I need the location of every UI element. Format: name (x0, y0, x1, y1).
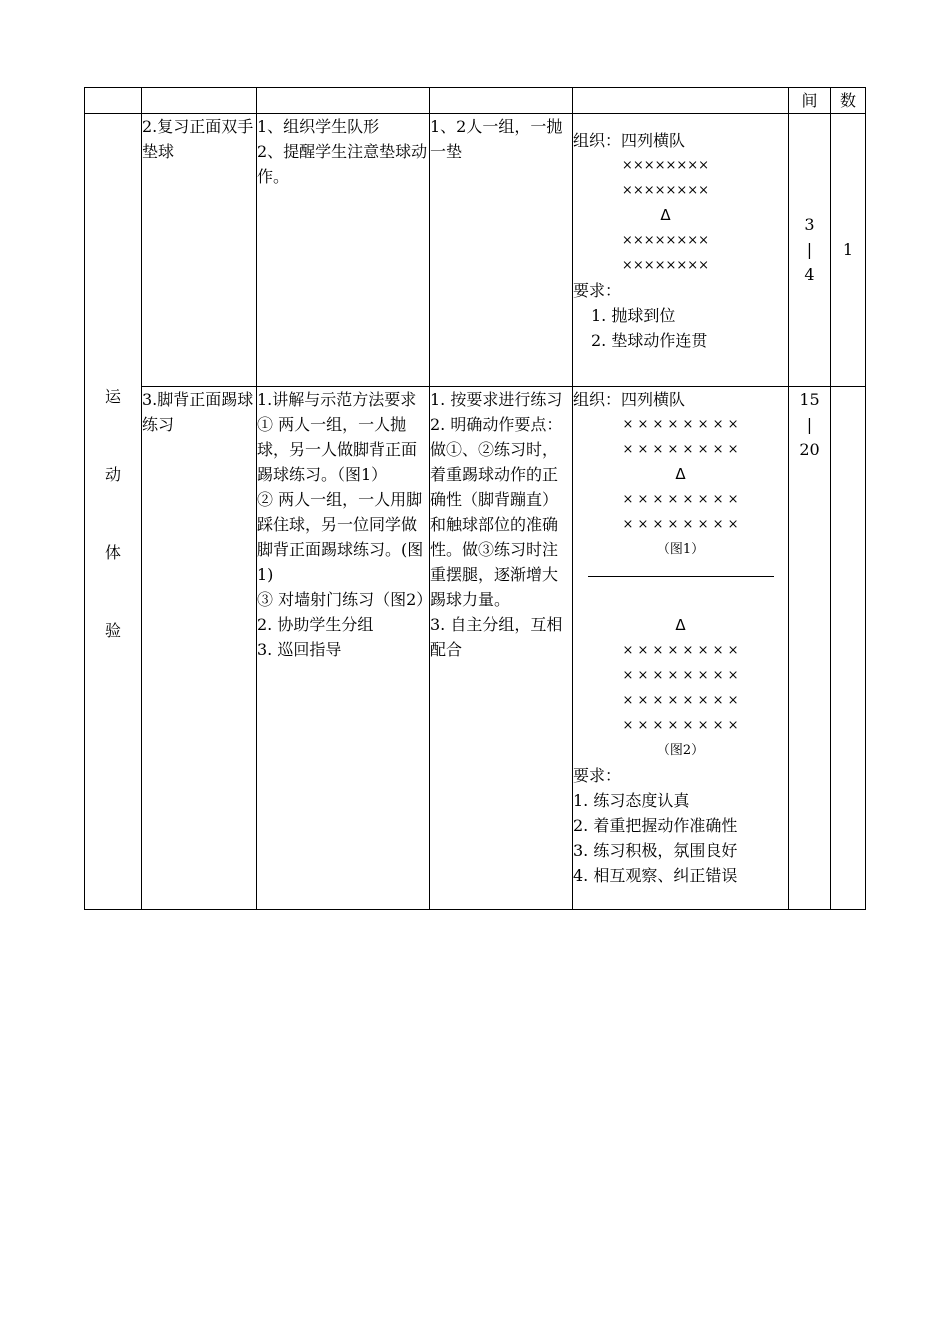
teacher-step: ① 两人一组，一人抛球，另一人做脚背正面踢球练习。（图1） (257, 415, 418, 484)
requirement-item: 2. 垫球动作连贯 (591, 331, 708, 350)
header-cell-empty (257, 88, 430, 114)
requirements-label: 要求： (573, 766, 622, 785)
teacher-step: 1.讲解与示范方法要求 (257, 390, 417, 409)
student-step: 3. 自主分组，互相配合 (430, 615, 563, 659)
formation-row: × × × × × × × × (622, 417, 739, 432)
content-text: 3.脚背正面踢球练习 (142, 390, 254, 434)
section-label-char: 运 (104, 387, 121, 406)
formation-row: ×××××××× (621, 183, 710, 198)
student-step: 1. 按要求进行练习 (430, 390, 563, 409)
header-cell-empty (85, 88, 142, 114)
student-step: 2. 明确动作要点：做①、②练习时，着重踢球动作的正确性（脚背蹦直）和触球部位的准确性。做③练习时注重摆腿，逐渐增大踢球力量。 (430, 415, 563, 609)
count-cell (831, 387, 866, 910)
formation-row: × × × × × × × × (622, 643, 739, 658)
requirement-item: 1. 练习态度认真 (573, 791, 690, 810)
time-separator: | (806, 240, 813, 259)
student-activity-cell (430, 387, 573, 910)
teacher-activity-cell (257, 387, 433, 910)
count-value: 1 (842, 240, 854, 259)
formation-diagram-fig1 (573, 412, 788, 562)
formation-row: × × × × × × × × (622, 492, 739, 507)
formation-diagram (573, 153, 788, 278)
content-cell (142, 114, 257, 387)
header-cell-count: 数 (831, 88, 866, 114)
header-cell-empty (573, 88, 789, 114)
time-value: 4 (804, 265, 815, 284)
lesson-plan-table (84, 87, 866, 910)
student-activity-cell (430, 114, 573, 387)
header-cell-empty (430, 88, 573, 114)
time-value: 20 (799, 440, 820, 459)
table-row (85, 387, 866, 910)
formation-row: × × × × × × × × (622, 442, 739, 457)
count-cell (831, 114, 866, 387)
teacher-step: 1、组织学生队形 (257, 117, 380, 136)
time-separator: | (806, 415, 813, 434)
section-label-char: 动 (104, 465, 121, 484)
requirement-item: 3. 练习积极，氛围良好 (573, 841, 738, 860)
formation-row: × × × × × × × × (622, 517, 739, 532)
header-cell-empty (142, 88, 257, 114)
time-value: 3 (804, 215, 815, 234)
teacher-step: 2、提醒学生注意垫球动作。 (257, 142, 428, 186)
teacher-step: ③ 对墙射门练习（图2） (257, 590, 433, 609)
requirements-label: 要求： (573, 281, 622, 300)
formation-row: ×××××××× (621, 158, 710, 173)
content-cell (142, 387, 257, 910)
formation-diagram-fig2 (573, 613, 788, 763)
requirement-item: 2. 着重把握动作准确性 (573, 816, 738, 835)
formation-row: ×××××××× (621, 233, 710, 248)
figure-caption: （图1） (656, 542, 705, 557)
teacher-step: 2. 协助学生分组 (257, 615, 374, 634)
table-row (85, 114, 866, 387)
requirement-item: 4. 相互观察、纠正错误 (573, 866, 738, 885)
teacher-step: ② 两人一组，一人用脚踩住球，另一位同学做脚背正面踢球练习。(图1) (257, 490, 424, 584)
teacher-step: 3. 巡回指导 (257, 640, 342, 659)
section-label-char: 验 (104, 621, 121, 640)
organization-cell (573, 114, 789, 387)
time-cell (789, 114, 831, 387)
figure-caption: （图2） (656, 743, 705, 758)
section-label-char: 体 (104, 543, 121, 562)
teacher-activity-cell (257, 114, 430, 387)
section-label-cell (85, 114, 142, 910)
header-cell-time: 间 (789, 88, 831, 114)
content-text: 2.复习正面双手垫球 (142, 117, 254, 161)
time-value: 15 (799, 390, 820, 409)
teacher-triangle-icon: Δ (660, 206, 671, 224)
teacher-triangle-icon: Δ (675, 616, 686, 634)
formation-row: ×××××××× (621, 258, 710, 273)
table-header-row (85, 88, 866, 114)
requirement-item: 1. 抛球到位 (591, 306, 676, 325)
organization-label: 组织：四列横队 (573, 131, 686, 150)
time-cell (789, 387, 831, 910)
organization-cell (573, 387, 789, 910)
formation-row: × × × × × × × × (622, 718, 739, 733)
teacher-triangle-icon: Δ (675, 465, 686, 483)
student-step: 1、2人一组，一抛一垫 (430, 117, 563, 161)
organization-label: 组织：四列横队 (573, 390, 686, 409)
formation-row: × × × × × × × × (622, 668, 739, 683)
wall-line (588, 576, 774, 577)
formation-row: × × × × × × × × (622, 693, 739, 708)
